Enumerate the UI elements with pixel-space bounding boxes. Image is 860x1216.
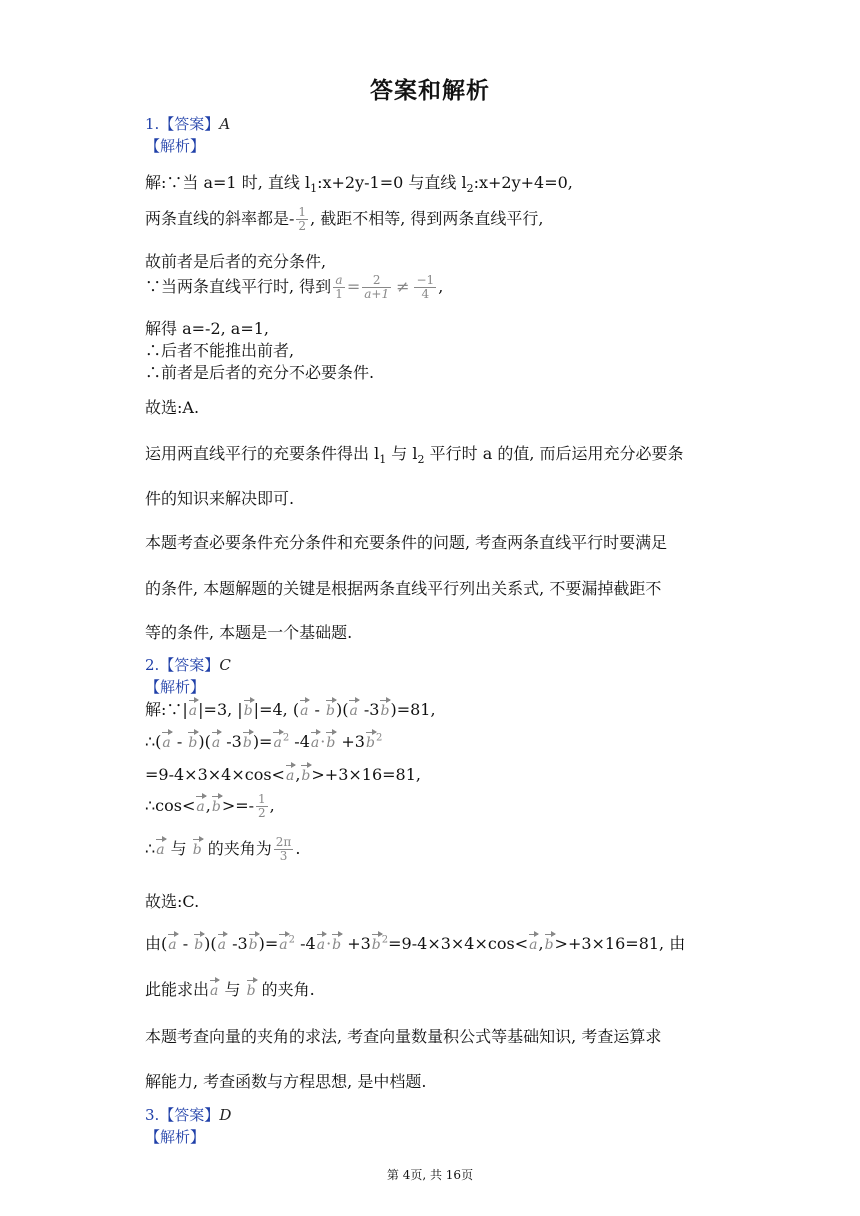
q1-line-6: ∴后者不能推出前者, [145,341,295,360]
q1-answer: 1.【答案】A [145,115,231,133]
fraction: $\frac{1}{2}$ [258,792,266,820]
fraction: $\frac{2}{a+1}$ [364,273,390,301]
q1-choice: 故选:A. [145,398,200,417]
fraction: $\frac{-1}{4}$ [416,273,435,301]
q1-para-2-cont: 的条件, 本题解题的关键是根据两条直线平行列出关系式, 不要漏掉截距不 [145,579,662,598]
q2-line-3: =9-4×3×4×cos<a,b>+3×16=81, [145,762,421,784]
q1-line-3: 故前者是后者的充分条件, [145,252,327,271]
q2-line-4: ∴cos<a,b>=- $\frac{1}{2}$ , [145,792,275,820]
q2-answer: 2.【答案】C [145,656,231,674]
q1-line-4: ∵当两条直线平行时, 得到 $\frac{a}{1}$ = $\frac{2}{a+1}$ ≠ $\frac{-1}{4}$ , [145,273,444,301]
q1-line-7: ∴前者是后者的充分不必要条件. [145,363,375,382]
page-title: 答案和解析 [370,78,490,104]
q3-analysis-label: 【解析】 [145,1128,206,1146]
fraction: $\frac{2\pi}{3}$ [275,835,292,863]
q2-line-2: ∴(a - b)(a $-3b)=a^2$ $-4a\cdot b +3b^2$ [145,729,382,751]
q1-line-1: 解:∵当 a=1 时, 直线 $l_1:x+2y-1=0$ 与直线 $l_2:x+2y+4=0$, [145,173,573,196]
q1-analysis-label: 【解析】 [145,137,206,155]
q1-para-2-end: 等的条件, 本题是一个基础题. [145,623,353,642]
q2-para-1: 由(a - b)(a $-3b)=a^2$ $-4a\cdot b +3b^2=9-4\times 3\times 4\times\cos<a,b>+3\times 16=81$, 由 [145,931,685,954]
fraction: $\frac{a}{1}$ [335,273,343,301]
q2-para-1-cont: 此能求出a 与 b 的夹角. [145,977,315,1000]
q1-para-2: 本题考查必要条件充分条件和充要条件的问题, 考查两条直线平行时要满足 [145,533,668,552]
q2-line-5: ∴a 与 b 的夹角为 $\frac{2\pi}{3}$ . [145,835,301,863]
q2-line-1: 解:∵|a|=3, |b|=4, (a - b)(a -3b)=81, [145,697,436,720]
q1-line-2: 两条直线的斜率都是- $\frac{1}{2}$ , 截距不相等, 得到两条直线平行, [145,205,544,233]
page-footer: 第 4页, 共 16页 [386,1168,474,1182]
q1-para-1: 运用两直线平行的充要条件得出 $l_1$ 与 $l_2$ 平行时 a 的值, 而后运用充分必要条 [145,444,684,467]
q2-choice: 故选:C. [145,892,200,911]
q1-para-1-cont: 件的知识来解决即可. [145,489,295,508]
q2-para-2: 本题考查向量的夹角的求法, 考查向量数量积公式等基础知识, 考查运算求 [145,1027,662,1046]
q3-answer: 3.【答案】D [145,1106,232,1124]
q2-analysis-label: 【解析】 [145,678,206,696]
fraction: $\frac{1}{2}$ [298,205,307,233]
q2-para-2-cont: 解能力, 考查函数与方程思想, 是中档题. [145,1072,427,1091]
q1-line-5: 解得 a=-2, a=1, [145,319,270,338]
